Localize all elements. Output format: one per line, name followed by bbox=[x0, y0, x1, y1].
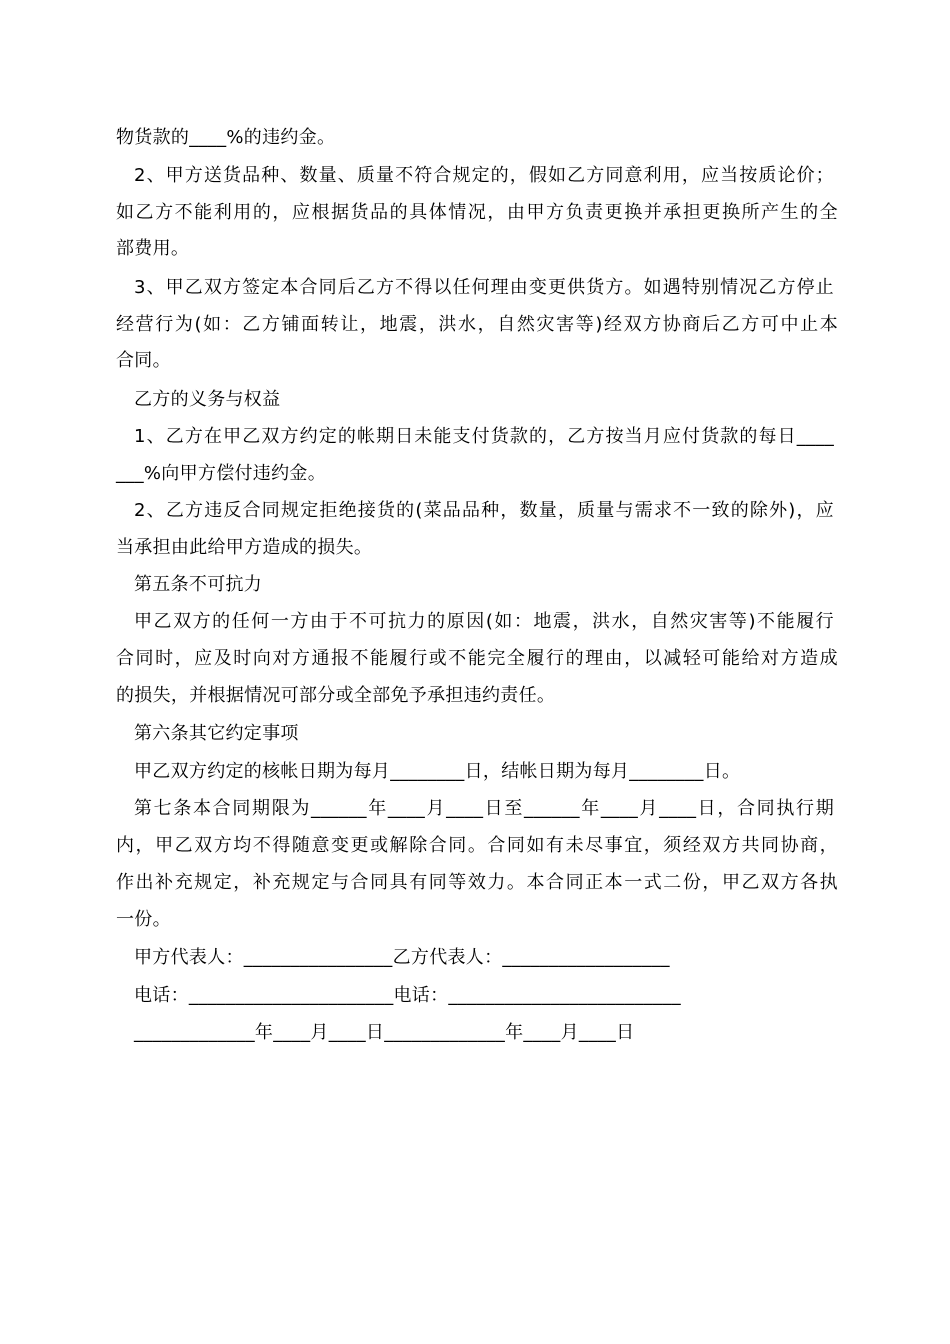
section-heading: 乙方的义务与权益 bbox=[134, 389, 281, 410]
signature-line-dates: _____________年____月____日_____________年____月____日 bbox=[134, 1022, 635, 1043]
paragraph-line: 的损失，并根据情况可部分或全部免予承担违约责任。 bbox=[116, 685, 556, 706]
paragraph-line: 一份。 bbox=[116, 909, 171, 930]
paragraph-line: 3、甲乙双方签定本合同后乙方不得以任何理由变更供货方。如遇特别情况乙方停止 bbox=[134, 277, 834, 298]
paragraph-line: 当承担由此给甲方造成的损失。 bbox=[116, 537, 373, 558]
paragraph-line: 第七条本合同期限为______年____月____日至______年____月____日，合同执行期 bbox=[134, 798, 834, 819]
paragraph-line: 内，甲乙双方均不得随意变更或解除合同。合同如有未尽事宜，须经双方共同协商， bbox=[116, 835, 838, 856]
paragraph-line: 甲乙双方的任何一方由于不可抗力的原因(如：地震，洪水，自然灾害等)不能履行 bbox=[134, 611, 834, 632]
signature-line-representatives: 甲方代表人：________________乙方代表人：__________________ bbox=[134, 947, 670, 968]
paragraph-line: 物货款的____%的违约金。 bbox=[116, 127, 336, 148]
paragraph-line: 合同时，应及时向对方通报不能履行或不能完全履行的理由，以减轻可能给对方造成 bbox=[116, 648, 838, 669]
paragraph-line: ___%向甲方偿付违约金。 bbox=[116, 463, 327, 484]
paragraph-line: 经营行为(如：乙方铺面转让，地震，洪水，自然灾害等)经双方协商后乙方可中止本 bbox=[116, 314, 838, 335]
signature-line-phones: 电话：______________________电话：_________________________ bbox=[134, 985, 681, 1006]
paragraph-line: 2、乙方违反合同规定拒绝接货的(菜品品种，数量，质量与需求不一致的除外)，应 bbox=[134, 500, 834, 521]
paragraph-line: 部费用。 bbox=[116, 238, 190, 259]
section-heading: 第六条其它约定事项 bbox=[134, 723, 299, 744]
paragraph-line: 如乙方不能利用的，应根据货品的具体情况，由甲方负责更换并承担更换所产生的全 bbox=[116, 202, 838, 223]
paragraph-line: 1、乙方在甲乙双方约定的帐期日未能支付货款的，乙方按当月应付货款的每日____ bbox=[134, 426, 834, 447]
paragraph-line: 合同。 bbox=[116, 350, 171, 371]
paragraph-line: 甲乙双方约定的核帐日期为每月________日，结帐日期为每月________日。 bbox=[134, 761, 741, 782]
section-heading: 第五条不可抗力 bbox=[134, 574, 263, 595]
paragraph-line: 2、甲方送货品种、数量、质量不符合规定的，假如乙方同意利用，应当按质论价； bbox=[134, 165, 834, 186]
paragraph-line: 作出补充规定，补充规定与合同具有同等效力。本合同正本一式二份，甲乙双方各执 bbox=[116, 872, 838, 893]
